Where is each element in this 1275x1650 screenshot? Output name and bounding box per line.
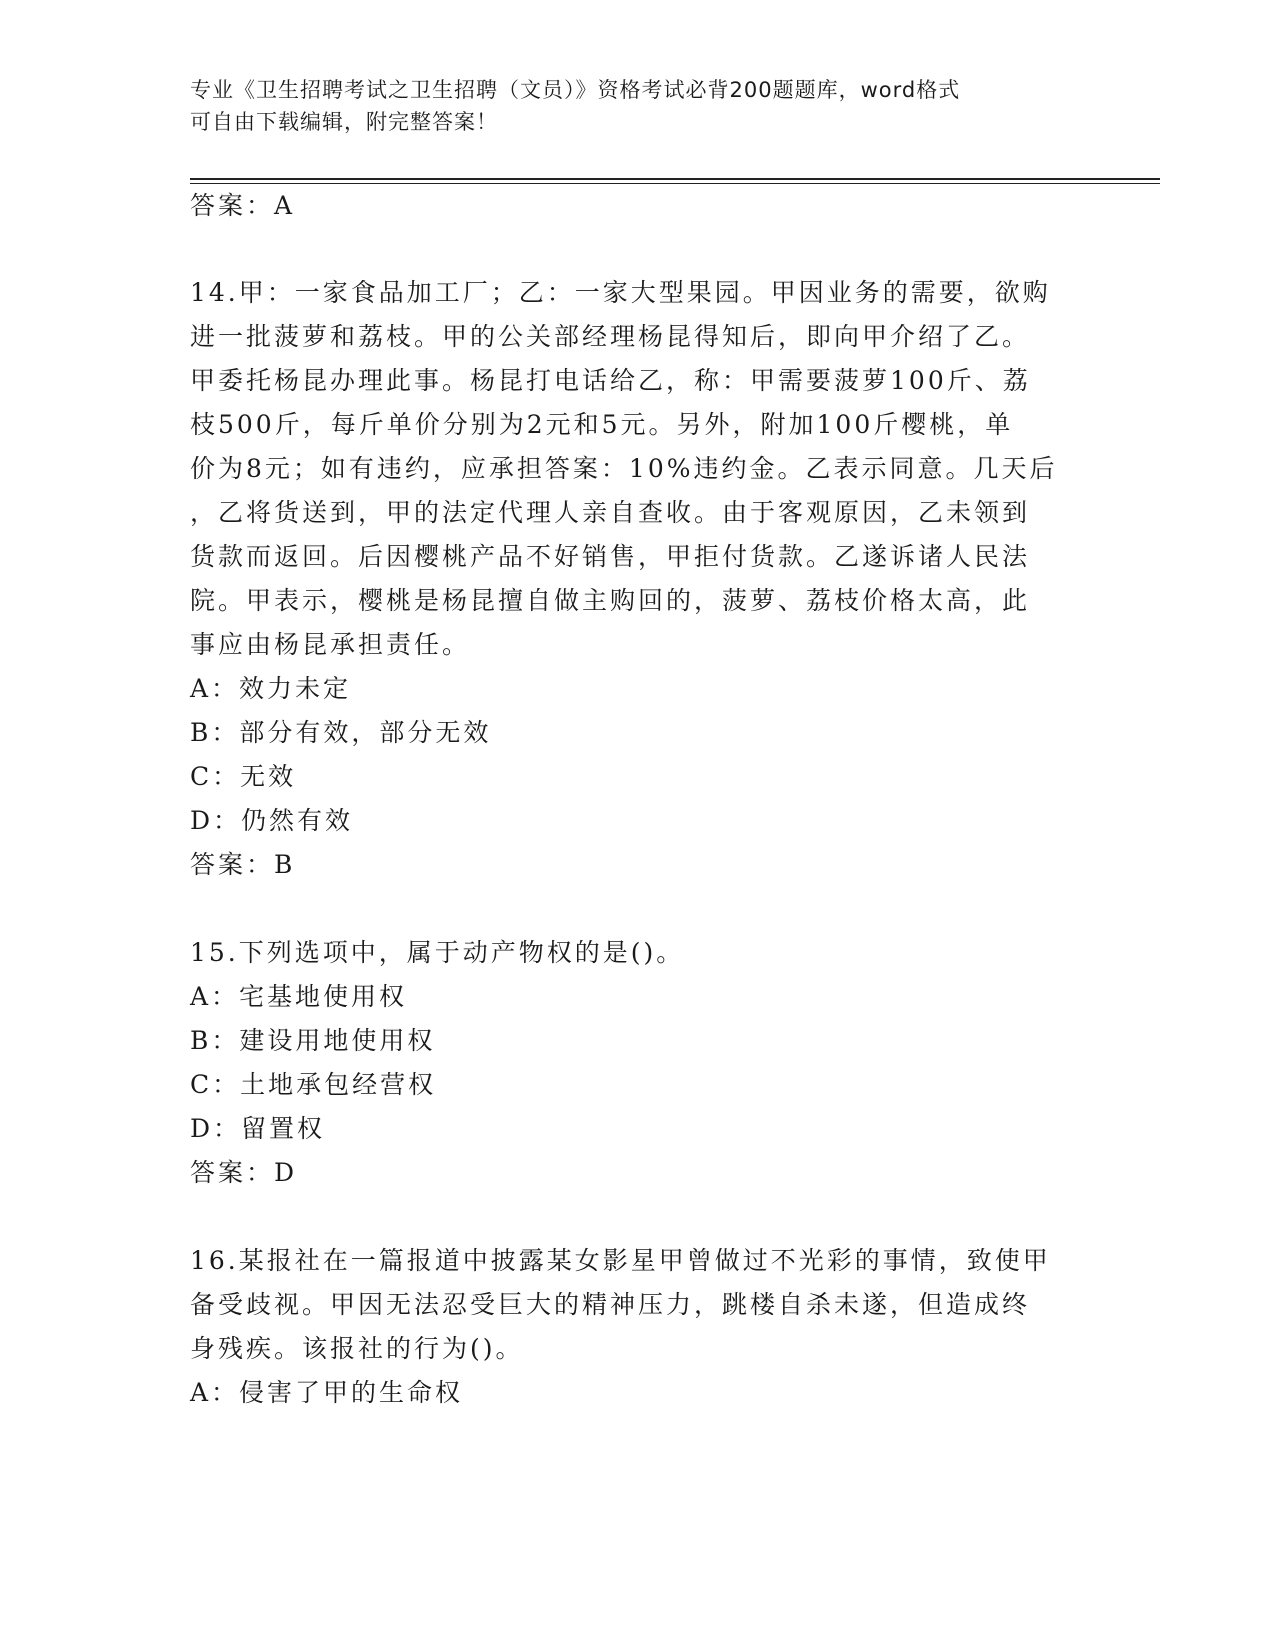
q15-line-1: 15.下列选项中，属于动产物权的是()。 — [190, 938, 685, 967]
q14-line-4: 枝500斤，每斤单价分别为2元和5元。另外，附加100斤樱桃，单 — [190, 410, 1014, 439]
q16-line-2: 备受歧视。甲因无法忍受巨大的精神压力，跳楼自杀未遂，但造成终 — [190, 1290, 1031, 1319]
q14-line-5: 价为8元；如有违约，应承担答案：10%违约金。乙表示同意。几天后 — [190, 454, 1058, 483]
q16-line-1: 16.某报社在一篇报道中披露某女影星甲曾做过不光彩的事情，致使甲 — [190, 1246, 1051, 1275]
header-divider-thin — [190, 183, 1160, 184]
q14-line-9: 事应由杨昆承担责任。 — [190, 630, 471, 659]
q14-option-d: D：仍然有效 — [190, 806, 354, 835]
q14-option-b: B：部分有效，部分无效 — [190, 718, 492, 747]
q15-option-b: B：建设用地使用权 — [190, 1026, 436, 1055]
q15-option-d: D：留置权 — [190, 1114, 326, 1143]
q14-line-7: 货款而返回。后因樱桃产品不好销售，甲拒付货款。乙遂诉诸人民法 — [190, 542, 1031, 571]
page-header — [190, 74, 1070, 138]
q14-option-a: A：效力未定 — [190, 674, 352, 703]
q15-option-c: C：土地承包经营权 — [190, 1070, 437, 1099]
q14-line-3: 甲委托杨昆办理此事。杨昆打电话给乙，称：甲需要菠萝100斤、荔 — [190, 366, 1031, 395]
q14-option-c: C：无效 — [190, 762, 297, 791]
q16-option-a: A：侵害了甲的生命权 — [190, 1378, 464, 1407]
q15-answer: 答案：D — [190, 1158, 298, 1187]
q14-line-1: 14.甲：一家食品加工厂；乙：一家大型果园。甲因业务的需要，欲购 — [190, 278, 1051, 307]
q14-line-2: 进一批菠萝和荔枝。甲的公关部经理杨昆得知后，即向甲介绍了乙。 — [190, 322, 1031, 351]
q14-answer: 答案：B — [190, 850, 296, 879]
header-divider — [190, 178, 1160, 180]
header-line-2: 可自由下载编辑，附完整答案！ — [190, 110, 498, 134]
q14-line-8: 院。甲表示，樱桃是杨昆擅自做主购回的，菠萝、荔枝价格太高，此 — [190, 586, 1031, 615]
q16-line-3: 身残疾。该报社的行为()。 — [190, 1334, 524, 1363]
header-line-1: 专业《卫生招聘考试之卫生招聘（文员）》资格考试必背200题题库，word格式 — [190, 78, 961, 102]
q15-option-a: A：宅基地使用权 — [190, 982, 408, 1011]
answer-previous: 答案：A — [190, 191, 296, 220]
q14-line-6: ，乙将货送到，甲的法定代理人亲自查收。由于客观原因，乙未领到 — [190, 498, 1031, 527]
